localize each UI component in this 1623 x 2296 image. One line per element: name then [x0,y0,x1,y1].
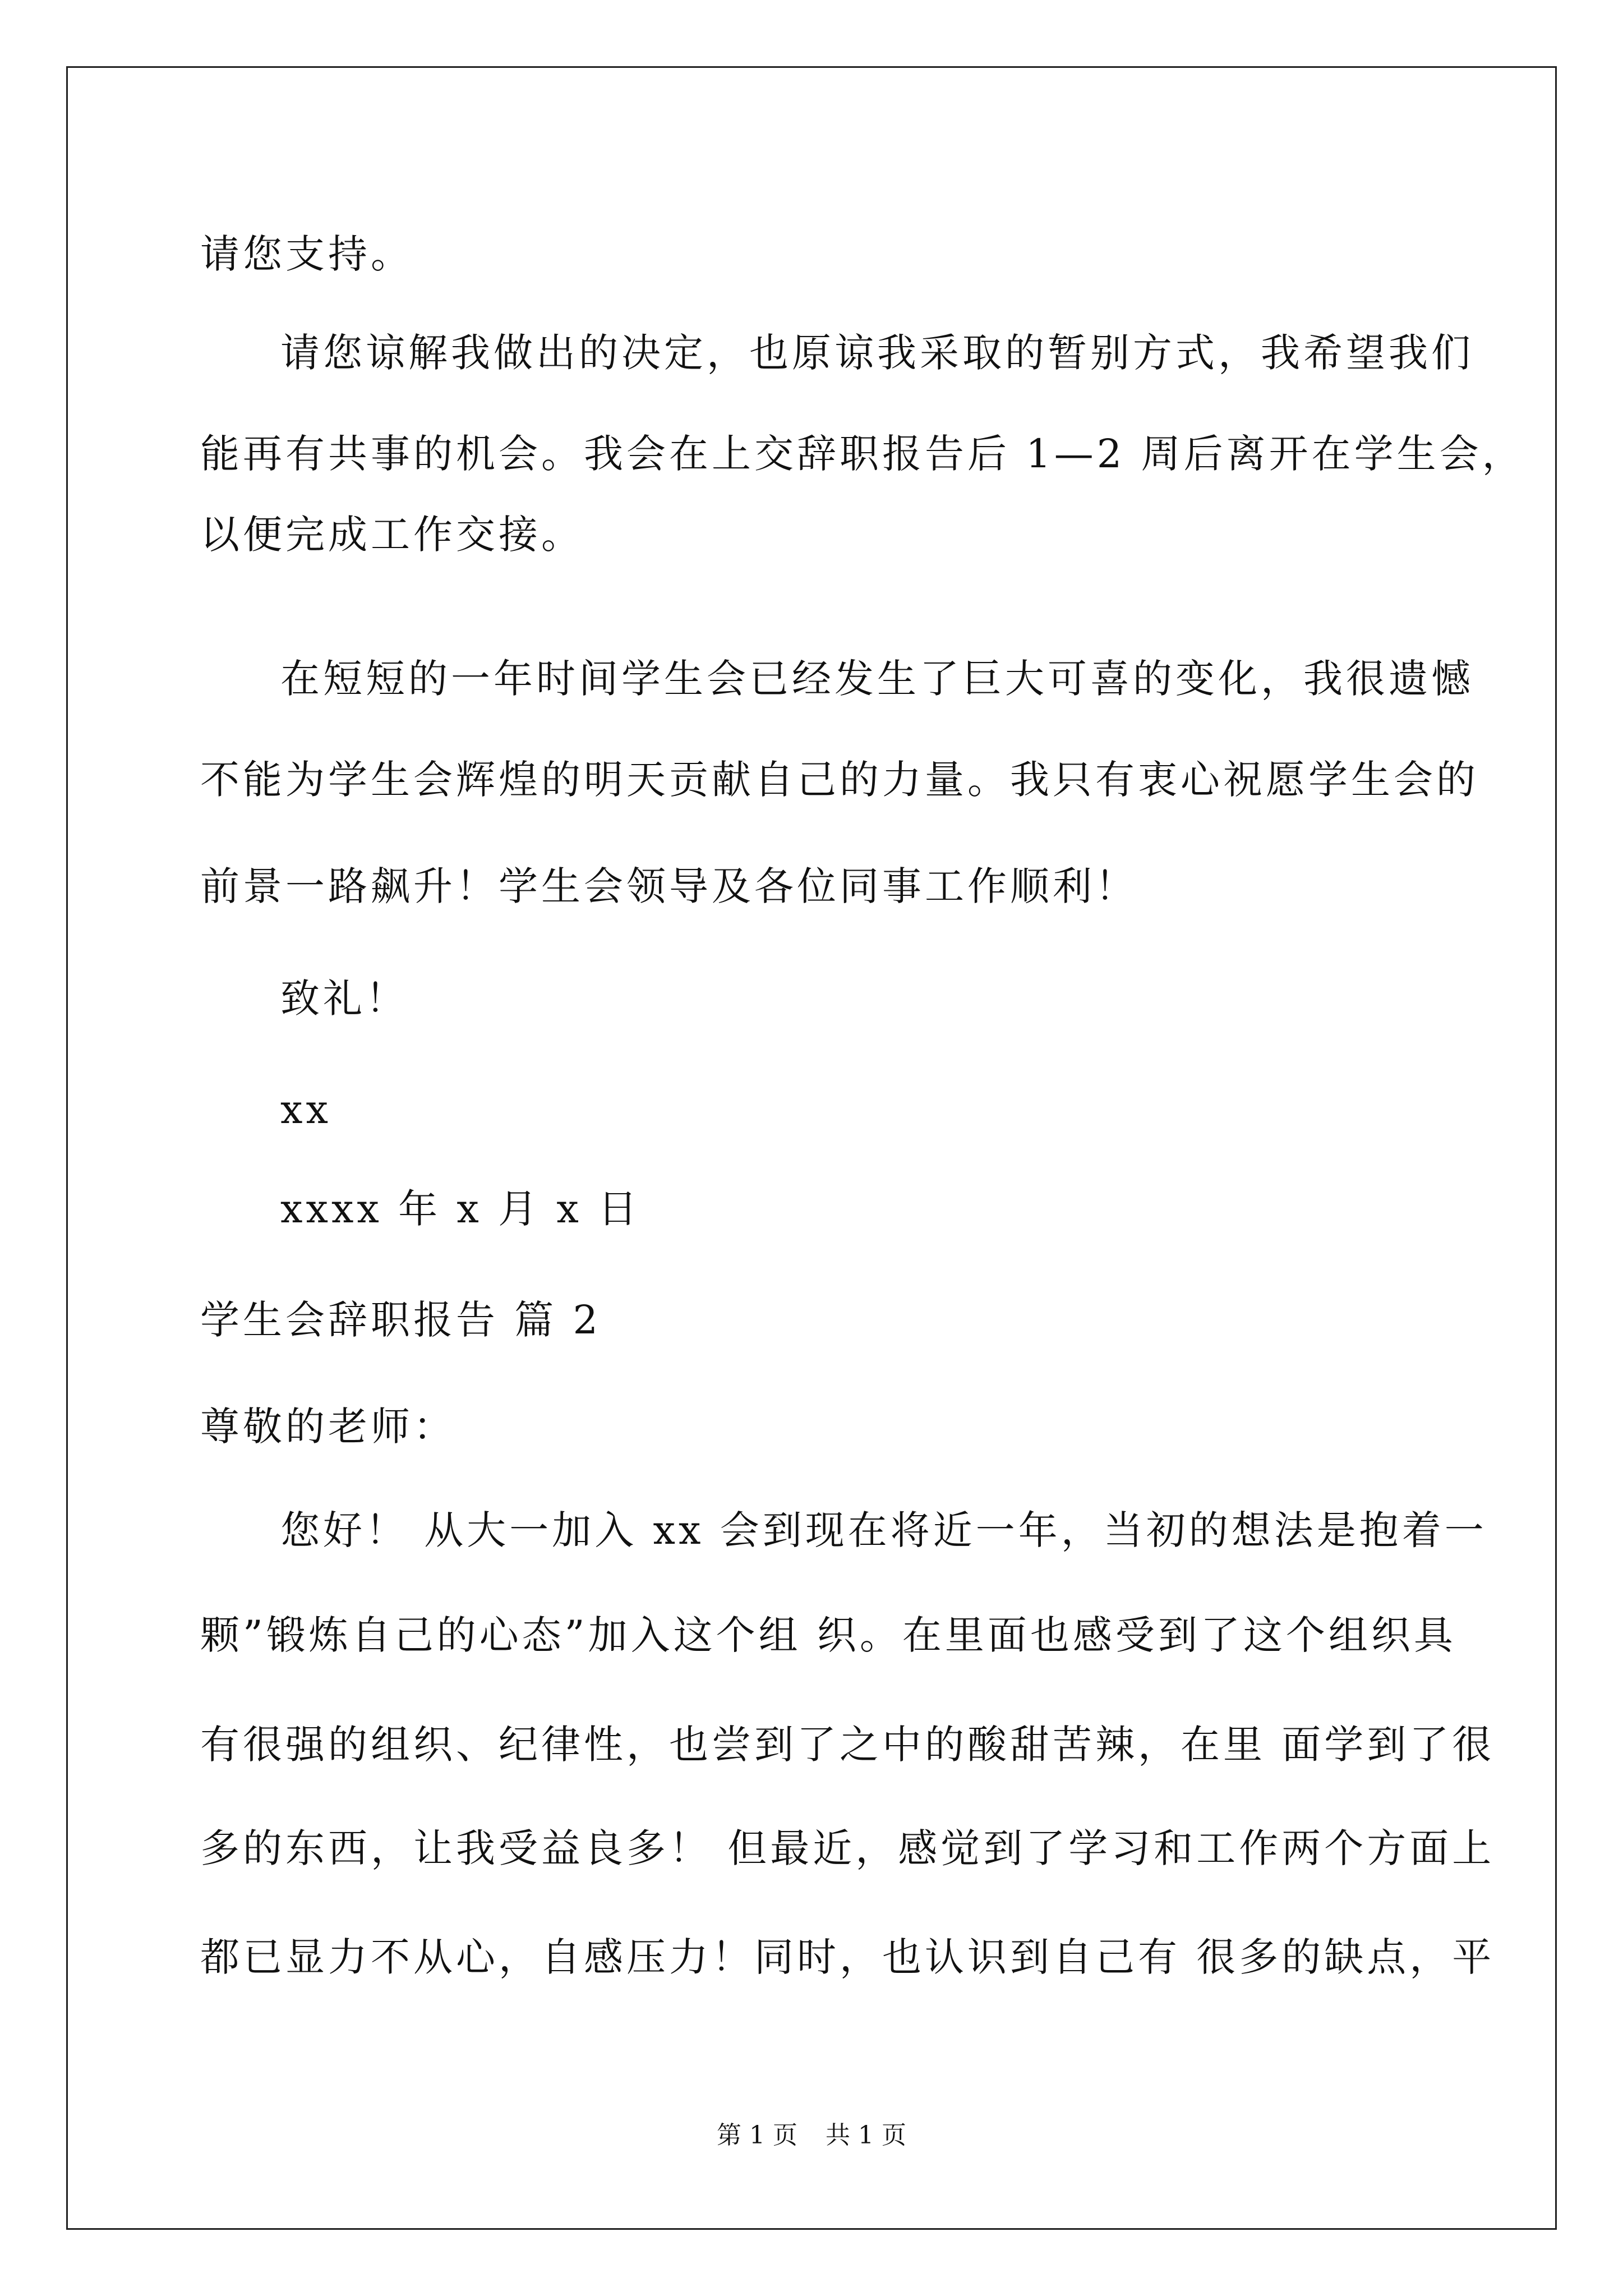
text-line: 以便完成工作交接。 [200,512,584,558]
text-line: 请您谅解我做出的决定，也原谅我采取的暂别方式，我希望我们 [280,330,1474,376]
closing-salutation: 致礼！ [280,976,408,1022]
text-line: 在短短的一年时间学生会已经发生了巨大可喜的变化，我很遗憾 [280,656,1474,702]
signature-date: xxxx 年 x 月 x 日 [280,1186,641,1232]
text-line: 前景一路飙升！学生会领导及各位同事工作顺利！ [200,863,1138,909]
text-line: 有很强的组织、纪律性，也尝到了之中的酸甜苦辣，在里 面学到了很 [200,1722,1495,1768]
text-line: 颗”锻炼自己的心态”加入这个组 织。在里面也感受到了这个组织具 [200,1612,1456,1658]
text-line: 不能为学生会辉煌的明天贡献自己的力量。我只有衷心祝愿学生会的 [200,757,1479,803]
text-line: 请您支持。 [200,231,413,277]
text-line: 都已显力不从心，自感压力！同时，也认识到自己有 很多的缺点，平 [200,1934,1495,1980]
text-line: 您好！ 从大一加入 xx 会到现在将近一年，当初的想法是抱着一 [280,1507,1487,1553]
greeting-line: 尊敬的老师： [200,1404,456,1450]
page-total: 共 1 页 [826,2121,906,2150]
page-footer [0,2123,1623,2148]
signature-name: xx [280,1087,331,1133]
text-line: 多的东西，让我受益良多！ 但最近，感觉到了学习和工作两个方面上 [200,1825,1495,1871]
page-border [66,66,1557,2230]
section-heading: 学生会辞职报告 篇 2 [200,1297,602,1343]
page-number: 第 1 页 [717,2121,797,2150]
text-line: 能再有共事的机会。我会在上交辞职报告后 1—2 周后离开在学生会， [200,431,1525,477]
